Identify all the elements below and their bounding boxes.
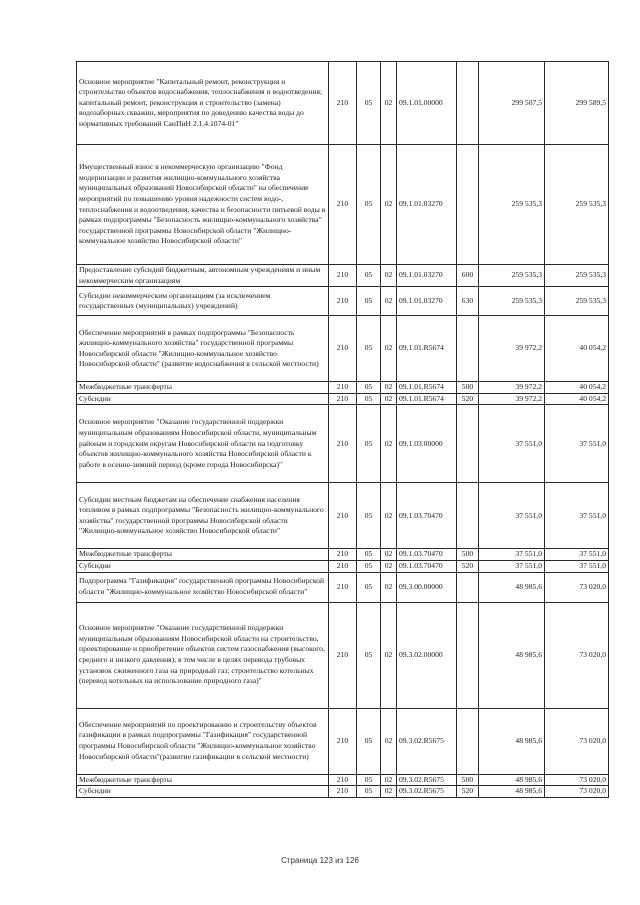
row-amount-1: 48 985,6 xyxy=(479,774,545,786)
row-subsection: 02 xyxy=(381,560,397,572)
row-target-article: 09.3.02.R5675 xyxy=(397,708,457,774)
row-amount-1: 39 972,2 xyxy=(479,393,545,405)
table-row xyxy=(77,786,609,798)
row-subsection: 02 xyxy=(381,62,397,145)
row-section: 05 xyxy=(357,62,381,145)
table-row xyxy=(77,287,609,316)
page-footer: Страница 123 из 126 xyxy=(281,856,359,865)
row-target-article: 09.1.01.R5674 xyxy=(397,382,457,394)
row-name: Имущественный взнос в некоммерческую организацию "Фонд модернизации и развития жилищно-коммунального хозяйства муниципальных образований Новосибирской области" на обеспечение мероприятий по повышению уровня надежности систем водо-, теплоснабжения и водоотведения, качества и безопасности питьевой воды в рамках подпрограммы "Безопасность жилищно-коммунального хозяйства" государственной программы Новосибирской области "Жилищно-коммунальное хозяйство Новосибирской области" xyxy=(77,145,329,265)
row-amount-1: 37 551,0 xyxy=(479,549,545,561)
row-amount-2: 37 551,0 xyxy=(545,405,609,483)
row-target-article: 09.1.03.00000 xyxy=(397,405,457,483)
row-subsection: 02 xyxy=(381,602,397,708)
row-amount-2: 73 020,0 xyxy=(545,774,609,786)
table-row xyxy=(77,572,609,602)
row-section: 05 xyxy=(357,405,381,483)
row-grbs: 210 xyxy=(329,774,357,786)
table-row xyxy=(77,483,609,549)
row-name: Субсидии xyxy=(77,786,329,798)
row-section: 05 xyxy=(357,393,381,405)
row-expense-type xyxy=(457,483,479,549)
row-subsection: 02 xyxy=(381,483,397,549)
row-grbs: 210 xyxy=(329,393,357,405)
row-amount-1: 259 535,3 xyxy=(479,287,545,316)
row-subsection: 02 xyxy=(381,786,397,798)
row-name: Межбюджетные трансферты xyxy=(77,774,329,786)
row-amount-1: 48 985,6 xyxy=(479,708,545,774)
row-expense-type xyxy=(457,405,479,483)
row-grbs: 210 xyxy=(329,560,357,572)
row-subsection: 02 xyxy=(381,145,397,265)
table-row xyxy=(77,549,609,561)
row-grbs: 210 xyxy=(329,786,357,798)
row-amount-2: 40 054,2 xyxy=(545,393,609,405)
row-target-article: 09.3.00.00000 xyxy=(397,572,457,602)
row-amount-2: 40 054,2 xyxy=(545,316,609,382)
row-grbs: 210 xyxy=(329,62,357,145)
row-section: 05 xyxy=(357,145,381,265)
row-expense-type: 520 xyxy=(457,786,479,798)
row-amount-2: 40 054,2 xyxy=(545,382,609,394)
table-row xyxy=(77,405,609,483)
budget-table xyxy=(76,61,609,798)
table-row xyxy=(77,145,609,265)
row-target-article: 09.1.03.70470 xyxy=(397,483,457,549)
row-amount-1: 48 985,6 xyxy=(479,602,545,708)
row-amount-2: 73 020,0 xyxy=(545,602,609,708)
table-body xyxy=(77,62,609,798)
row-amount-1: 37 551,0 xyxy=(479,560,545,572)
row-target-article: 09.1.03.70470 xyxy=(397,549,457,561)
row-expense-type: 600 xyxy=(457,265,479,287)
row-expense-type: 500 xyxy=(457,382,479,394)
row-amount-1: 259 535,3 xyxy=(479,145,545,265)
row-grbs: 210 xyxy=(329,316,357,382)
row-amount-2: 299 589,5 xyxy=(545,62,609,145)
row-subsection: 02 xyxy=(381,708,397,774)
row-grbs: 210 xyxy=(329,265,357,287)
row-subsection: 02 xyxy=(381,382,397,394)
row-section: 05 xyxy=(357,265,381,287)
row-target-article: 09.1.01.00000 xyxy=(397,62,457,145)
row-amount-2: 37 551,0 xyxy=(545,483,609,549)
row-section: 05 xyxy=(357,316,381,382)
table-row xyxy=(77,708,609,774)
row-expense-type: 520 xyxy=(457,560,479,572)
row-amount-1: 259 535,3 xyxy=(479,265,545,287)
row-expense-type: 500 xyxy=(457,774,479,786)
row-section: 05 xyxy=(357,602,381,708)
table-row xyxy=(77,560,609,572)
table-row xyxy=(77,265,609,287)
row-expense-type xyxy=(457,572,479,602)
row-amount-1: 299 507,5 xyxy=(479,62,545,145)
row-amount-2: 37 551,0 xyxy=(545,560,609,572)
row-amount-1: 37 551,0 xyxy=(479,483,545,549)
row-expense-type xyxy=(457,316,479,382)
row-section: 05 xyxy=(357,483,381,549)
row-name: Межбюджетные трансферты xyxy=(77,549,329,561)
row-grbs: 210 xyxy=(329,549,357,561)
row-amount-2: 73 020,0 xyxy=(545,572,609,602)
row-subsection: 02 xyxy=(381,572,397,602)
row-target-article: 09.1.01.R5674 xyxy=(397,316,457,382)
row-name: Основное мероприятие "Оказание государственной поддержки муниципальным образованиям Новосибирской области, муниципальным районам и городским округам Новосибирской области на подготовку объектов жилищно-коммунального хозяйства Новосибирской области к работе в осенне-зимний период (кроме города Новосибирска)" xyxy=(77,405,329,483)
row-name: Основное мероприятие "Оказание государственной поддержки муниципальным образованиям Новосибирской области на строительство, проектирование и приобретение объектов систем газоснабжения (высокого, среднего и низкого давления), в том числе в целях перевода трубовых установок сжиженного газа на природный газ; строительство котельных (перевод котельных на использование природного газа)" xyxy=(77,602,329,708)
row-amount-1: 37 551,0 xyxy=(479,405,545,483)
row-name: Субсидии xyxy=(77,560,329,572)
row-grbs: 210 xyxy=(329,572,357,602)
row-name: Основное мероприятие "Капитальный ремонт, реконструкция и строительство объектов водоснабжения, теплоснабжения и водоотведения; капитальный ремонт, реконструкция и строительство (замена) водозаборных скважин, мероприятия по доведению качества воды до нормативных требований СанПиН 2.1.4.1074-01" xyxy=(77,62,329,145)
row-amount-2: 73 020,0 xyxy=(545,786,609,798)
row-name: Предоставление субсидий бюджетным, автономным учреждениям и иным некоммерческим организациям xyxy=(77,265,329,287)
table-row xyxy=(77,602,609,708)
row-target-article: 09.1.01.03270 xyxy=(397,145,457,265)
row-amount-2: 259 535,3 xyxy=(545,287,609,316)
row-amount-2: 73 020,0 xyxy=(545,708,609,774)
row-target-article: 09.3.02.R5675 xyxy=(397,774,457,786)
row-target-article: 09.1.01.03270 xyxy=(397,265,457,287)
row-amount-1: 48 985,6 xyxy=(479,786,545,798)
row-name: Субсидии xyxy=(77,393,329,405)
row-subsection: 02 xyxy=(381,774,397,786)
row-expense-type xyxy=(457,145,479,265)
row-grbs: 210 xyxy=(329,382,357,394)
row-subsection: 02 xyxy=(381,287,397,316)
table-row xyxy=(77,382,609,394)
row-subsection: 02 xyxy=(381,405,397,483)
row-grbs: 210 xyxy=(329,602,357,708)
row-expense-type xyxy=(457,708,479,774)
row-amount-2: 259 535,3 xyxy=(545,265,609,287)
row-name: Обеспечение мероприятий в рамках подпрограммы "Безопасность жилищно-коммунального хозяйства" государственной программы Новосибирской области "Жилищно-коммунальное хозяйство Новосибирской области" (развитие водоснабжения в сельской местности) xyxy=(77,316,329,382)
row-expense-type xyxy=(457,602,479,708)
row-section: 05 xyxy=(357,287,381,316)
row-expense-type xyxy=(457,62,479,145)
row-target-article: 09.1.03.70470 xyxy=(397,560,457,572)
row-amount-1: 39 972,2 xyxy=(479,382,545,394)
row-grbs: 210 xyxy=(329,708,357,774)
row-amount-1: 39 972,2 xyxy=(479,316,545,382)
row-section: 05 xyxy=(357,708,381,774)
row-section: 05 xyxy=(357,774,381,786)
row-amount-1: 48 985,6 xyxy=(479,572,545,602)
row-target-article: 09.3.02.R5675 xyxy=(397,786,457,798)
row-subsection: 02 xyxy=(381,549,397,561)
row-amount-2: 259 535,3 xyxy=(545,145,609,265)
table-row xyxy=(77,393,609,405)
table-row xyxy=(77,316,609,382)
row-target-article: 09.3.02.00000 xyxy=(397,602,457,708)
table-row xyxy=(77,774,609,786)
row-name: Межбюджетные трансферты xyxy=(77,382,329,394)
row-expense-type: 520 xyxy=(457,393,479,405)
row-expense-type: 630 xyxy=(457,287,479,316)
row-section: 05 xyxy=(357,786,381,798)
row-grbs: 210 xyxy=(329,483,357,549)
row-name: Субсидии некоммерческим организациям (за исключением государственных (муниципальных) учреждений) xyxy=(77,287,329,316)
row-grbs: 210 xyxy=(329,287,357,316)
row-section: 05 xyxy=(357,549,381,561)
row-section: 05 xyxy=(357,382,381,394)
row-subsection: 02 xyxy=(381,265,397,287)
row-name: Субсидии местным бюджетам на обеспечение снабжения населения топливом в рамках подпрограммы "Безопасность жилищно-коммунального хозяйства" государственной программы Новосибирской области "Жилищно-коммунальное хозяйство Новосибирской области" xyxy=(77,483,329,549)
row-name: Подпрограмма "Газификация" государственной программы Новосибирской области "Жилищно-коммунальное хозяйство Новосибирской области" xyxy=(77,572,329,602)
table-row xyxy=(77,62,609,145)
row-target-article: 09.1.01.03270 xyxy=(397,287,457,316)
row-expense-type: 500 xyxy=(457,549,479,561)
row-target-article: 09.1.01.R5674 xyxy=(397,393,457,405)
row-amount-2: 37 551,0 xyxy=(545,549,609,561)
row-grbs: 210 xyxy=(329,405,357,483)
row-section: 05 xyxy=(357,560,381,572)
row-subsection: 02 xyxy=(381,393,397,405)
row-name: Обеспечение мероприятий по проектированию и строительству объектов газификации в рамках подпрограммы "Газификация" государственной программы Новосибирской области "Жилищно-коммунальное хозяйство Новосибирской области"(развитие газификации в сельской местности) xyxy=(77,708,329,774)
row-grbs: 210 xyxy=(329,145,357,265)
row-subsection: 02 xyxy=(381,316,397,382)
row-section: 05 xyxy=(357,572,381,602)
